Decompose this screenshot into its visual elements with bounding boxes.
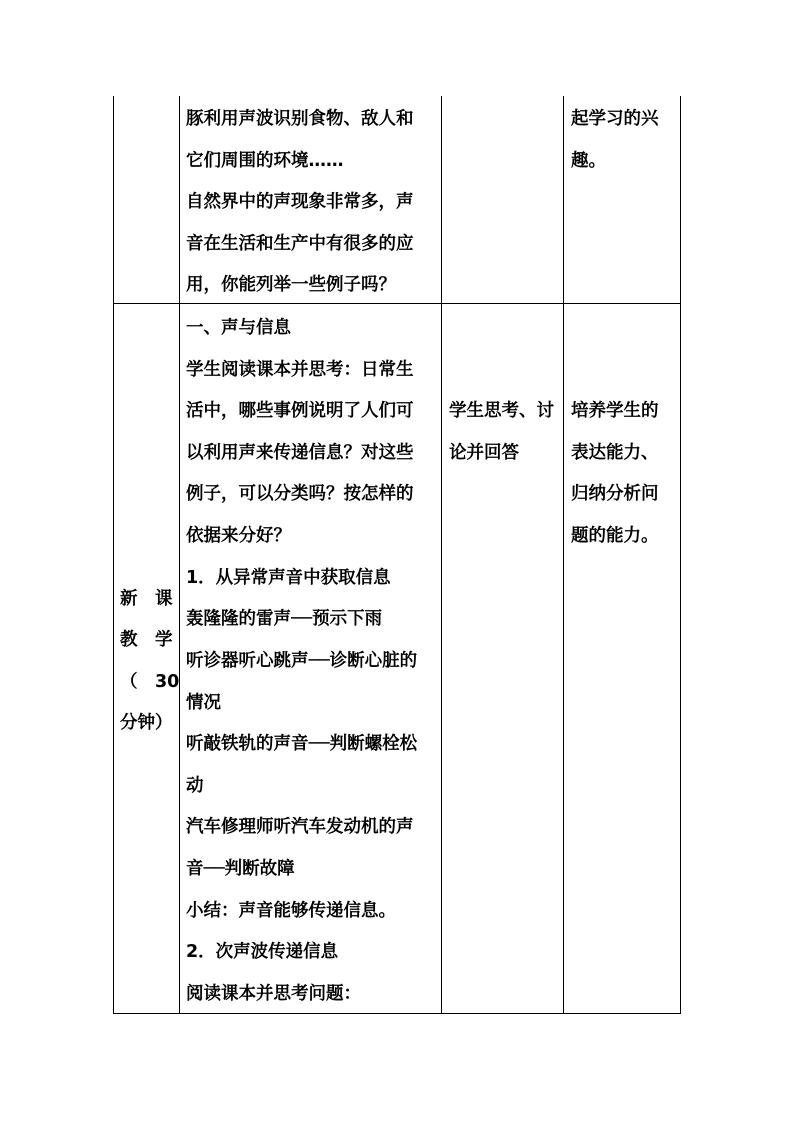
text-line: 它们周围的环境……: [186, 151, 344, 171]
text-line: 自然界中的声现象非常多，声: [186, 192, 414, 212]
text-line: 学生阅读课本并思考：日常生: [186, 360, 414, 380]
summary-line: 小结：声音能够传递信息。: [186, 901, 396, 921]
text-line: 论并回答: [449, 443, 519, 463]
text-line: 学生思考、讨: [449, 401, 554, 421]
text-line: 阅读课本并思考问题：: [186, 984, 361, 1004]
text-line: 题的能力。: [571, 526, 659, 546]
text-line: 依据来分好？: [186, 526, 291, 546]
text-line: 轰隆隆的雷声──预示下雨: [186, 609, 383, 629]
section-label-line: 教 学: [120, 630, 173, 650]
section-label-line: 新 课: [120, 589, 173, 609]
subheading: 1．从异常声音中获取信息: [186, 568, 391, 588]
text-line: 归纳分析问: [571, 484, 659, 504]
text-line: 趣。: [571, 151, 606, 171]
text-line: 音在生活和生产中有很多的应: [186, 234, 414, 254]
text-line: 汽车修理师听汽车发动机的声: [186, 817, 414, 837]
text-line: 活中，哪些事例说明了人们可: [186, 401, 414, 421]
text-line: 例子，可以分类吗？按怎样的: [186, 484, 414, 504]
subheading: 2．次声波传递信息: [186, 942, 339, 962]
text-line: 音──判断故障: [186, 859, 295, 879]
text-line: 表达能力、: [571, 443, 659, 463]
text-line: 听诊器听心跳声──诊断心脏的: [186, 651, 418, 671]
column-divider-2: [441, 96, 442, 1014]
section-label-line: （ 30: [120, 672, 180, 692]
column-divider-3: [563, 96, 564, 1014]
text-line: 用，你能列举一些例子吗？: [186, 275, 396, 295]
text-line: 培养学生的: [571, 401, 659, 421]
text-line: 以利用声来传递信息？对这些: [186, 443, 414, 463]
text-line: 听敲铁轨的声音──判断螺栓松: [186, 734, 418, 754]
text-line: 情况: [186, 693, 221, 713]
row-divider: [113, 303, 681, 304]
table-border-left: [113, 96, 114, 1014]
text-line: 动: [186, 776, 204, 796]
section-heading: 一、声与信息: [186, 318, 291, 338]
column-divider-1: [179, 96, 180, 1014]
text-line: 起学习的兴: [571, 109, 659, 129]
table-border-right: [680, 96, 681, 1014]
section-label-line: 分钟）: [120, 713, 173, 733]
table-border-bottom: [113, 1013, 681, 1014]
text-line: 豚利用声波识别食物、敌人和: [186, 109, 414, 129]
